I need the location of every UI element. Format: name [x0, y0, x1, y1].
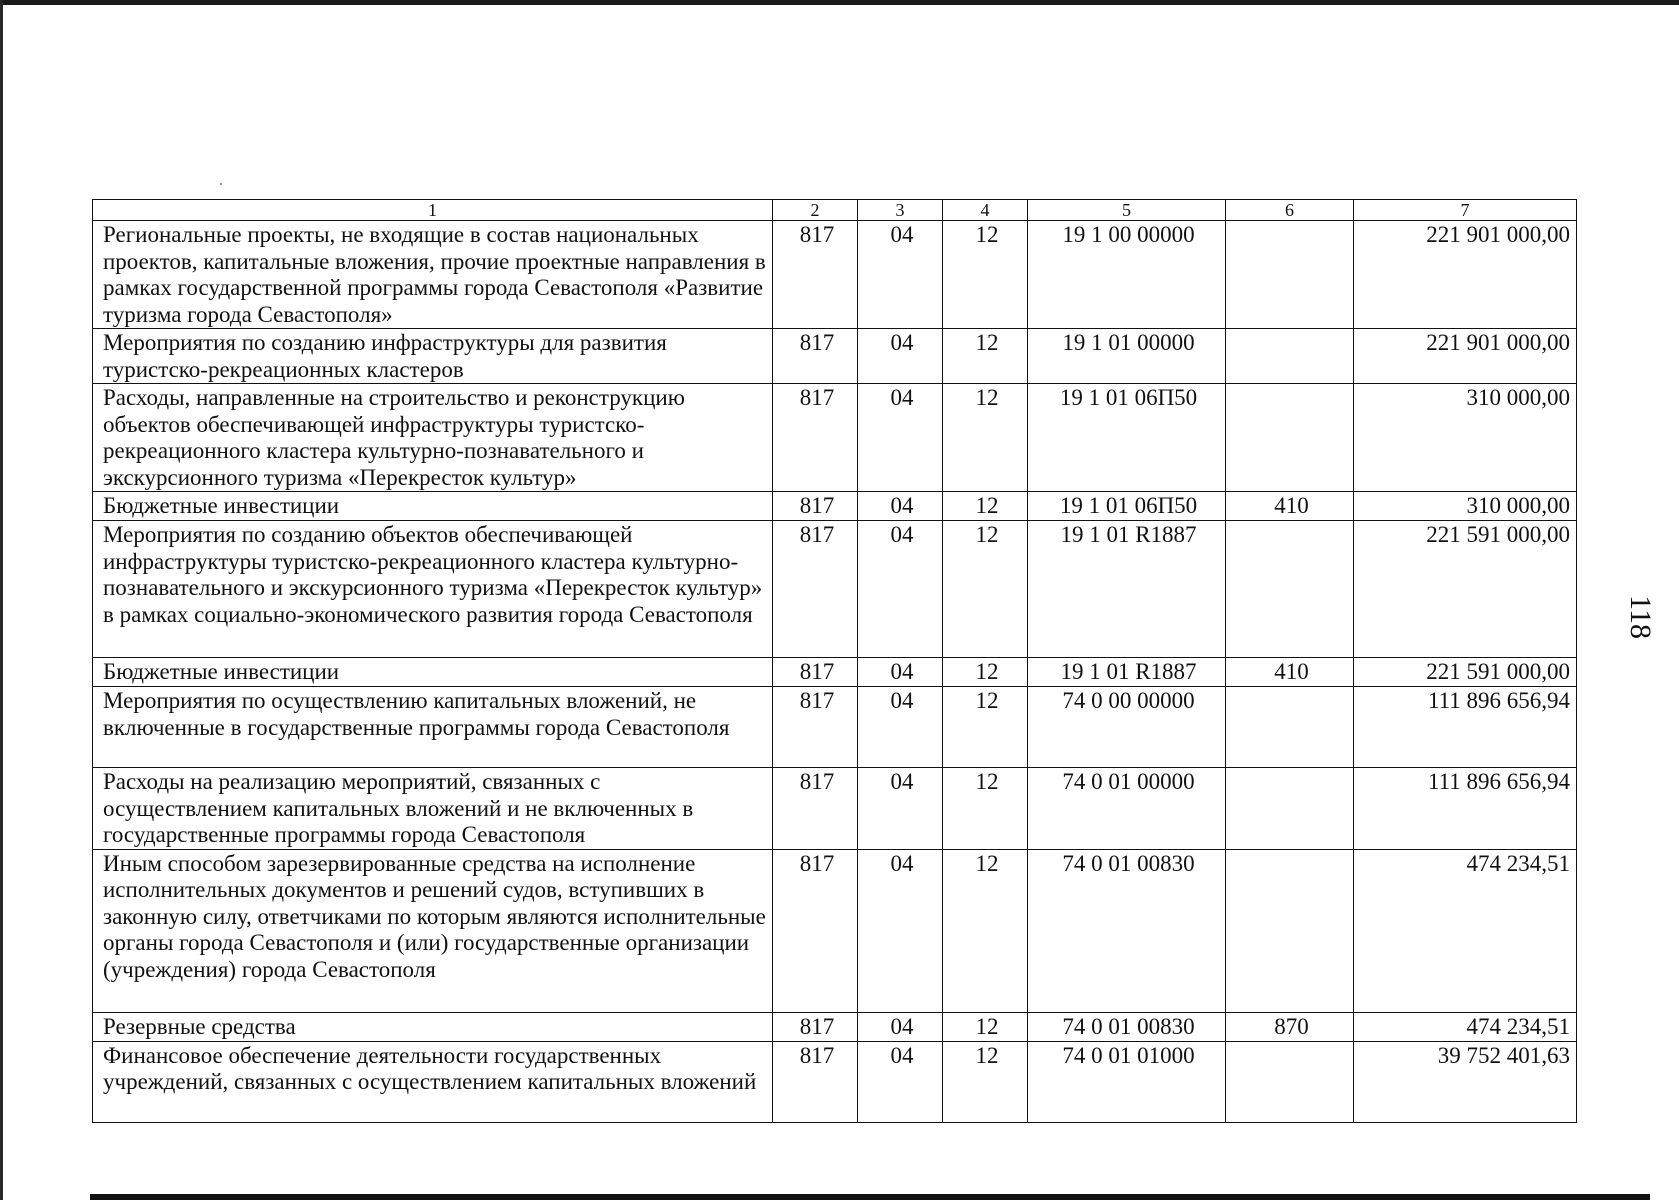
- table-row: [93, 521, 1577, 658]
- section-code: 04: [858, 849, 943, 1012]
- column-number: 4: [943, 200, 1028, 221]
- target-article-code: 19 1 00 00000: [1028, 221, 1226, 329]
- section-code: 04: [858, 1012, 943, 1041]
- expense-type-code: [1226, 521, 1354, 658]
- expense-type-code: [1226, 768, 1354, 850]
- table-row: [93, 384, 1577, 492]
- budget-table: [92, 199, 1577, 1123]
- target-article-code: 19 1 01 06П50: [1028, 384, 1226, 492]
- column-number: 6: [1226, 200, 1354, 221]
- table-row: [93, 687, 1577, 768]
- subsection-code: 12: [943, 1012, 1028, 1041]
- section-code: 04: [858, 687, 943, 768]
- table-row: [93, 221, 1577, 329]
- target-article-code: 19 1 01 06П50: [1028, 492, 1226, 521]
- subsection-code: 12: [943, 687, 1028, 768]
- column-number: 2: [773, 200, 858, 221]
- expense-name: Мероприятия по созданию инфраструктуры для развития туристско-рекреационных кластеров: [93, 329, 773, 384]
- column-number: 3: [858, 200, 943, 221]
- expense-name: Региональные проекты, не входящие в состав национальных проектов, капитальные вложения, прочие проектные направления в рамках государственной программы города Севастополя «Развитие туризма города Севастополя»: [93, 221, 773, 329]
- expense-name: Финансовое обеспечение деятельности государственных учреждений, связанных с осуществлением капитальных вложений: [93, 1041, 773, 1122]
- table-row: [93, 1012, 1577, 1041]
- section-code: 04: [858, 521, 943, 658]
- scan-border-top: [0, 0, 1679, 5]
- column-number: 5: [1028, 200, 1226, 221]
- table-row: [93, 849, 1577, 1012]
- ministry-code: 817: [773, 384, 858, 492]
- ministry-code: 817: [773, 687, 858, 768]
- target-article-code: 74 0 01 00000: [1028, 768, 1226, 850]
- scan-speck: [220, 183, 222, 185]
- target-article-code: 74 0 01 00830: [1028, 1012, 1226, 1041]
- column-number-row: [93, 200, 1577, 221]
- amount: 310 000,00: [1354, 492, 1577, 521]
- section-code: 04: [858, 768, 943, 850]
- section-code: 04: [858, 658, 943, 687]
- table-row: [93, 1041, 1577, 1122]
- table-row: [93, 329, 1577, 384]
- ministry-code: 817: [773, 1041, 858, 1122]
- amount: 474 234,51: [1354, 1012, 1577, 1041]
- expense-name: Мероприятия по осуществлению капитальных вложений, не включенные в государственные программы города Севастополя: [93, 687, 773, 768]
- subsection-code: 12: [943, 492, 1028, 521]
- target-article-code: 74 0 01 00830: [1028, 849, 1226, 1012]
- target-article-code: 74 0 01 01000: [1028, 1041, 1226, 1122]
- section-code: 04: [858, 1041, 943, 1122]
- subsection-code: 12: [943, 329, 1028, 384]
- amount: 111 896 656,94: [1354, 768, 1577, 850]
- target-article-code: 19 1 01 R1887: [1028, 521, 1226, 658]
- section-code: 04: [858, 329, 943, 384]
- scan-border-left: [0, 0, 3, 1200]
- amount: 221 591 000,00: [1354, 658, 1577, 687]
- expense-name: Мероприятия по созданию объектов обеспечивающей инфраструктуры туристско-рекреационного кластера культурно-познавательного и экскурсионного туризма «Перекресток культур» в рамках социально-экономического развития города Севастополя: [93, 521, 773, 658]
- subsection-code: 12: [943, 768, 1028, 850]
- expense-name: Расходы на реализацию мероприятий, связанных с осуществлением капитальных вложений и не включенных в государственные программы города Севастополя: [93, 768, 773, 850]
- section-code: 04: [858, 384, 943, 492]
- amount: 310 000,00: [1354, 384, 1577, 492]
- amount: 39 752 401,63: [1354, 1041, 1577, 1122]
- expense-type-code: [1226, 384, 1354, 492]
- subsection-code: 12: [943, 658, 1028, 687]
- ministry-code: 817: [773, 658, 858, 687]
- ministry-code: 817: [773, 768, 858, 850]
- amount: 221 901 000,00: [1354, 221, 1577, 329]
- ministry-code: 817: [773, 1012, 858, 1041]
- ministry-code: 817: [773, 492, 858, 521]
- ministry-code: 817: [773, 849, 858, 1012]
- ministry-code: 817: [773, 329, 858, 384]
- expense-type-code: [1226, 687, 1354, 768]
- page-number: 118: [1623, 595, 1657, 639]
- section-code: 04: [858, 221, 943, 329]
- column-number: 1: [93, 200, 773, 221]
- expense-type-code: [1226, 1041, 1354, 1122]
- table-row: [93, 658, 1577, 687]
- ministry-code: 817: [773, 521, 858, 658]
- amount: 111 896 656,94: [1354, 687, 1577, 768]
- expense-type-code: [1226, 849, 1354, 1012]
- expense-name: Бюджетные инвестиции: [93, 658, 773, 687]
- table-row: [93, 492, 1577, 521]
- scan-border-bottom: [90, 1194, 1650, 1200]
- expense-name: Расходы, направленные на строительство и реконструкцию объектов обеспечивающей инфраструктуры туристско-рекреационного кластера культурно-познавательного и экскурсионного туризма «Перекресток культур»: [93, 384, 773, 492]
- expense-type-code: 410: [1226, 492, 1354, 521]
- target-article-code: 19 1 01 00000: [1028, 329, 1226, 384]
- expense-type-code: 410: [1226, 658, 1354, 687]
- expense-type-code: [1226, 221, 1354, 329]
- column-number: 7: [1354, 200, 1577, 221]
- subsection-code: 12: [943, 384, 1028, 492]
- expense-name: Иным способом зарезервированные средства на исполнение исполнительных документов и решений судов, вступивших в законную силу, ответчиками по которым являются исполнительные органы города Севастополя и (или) государственные организации (учреждения) города Севастополя: [93, 849, 773, 1012]
- subsection-code: 12: [943, 221, 1028, 329]
- amount: 474 234,51: [1354, 849, 1577, 1012]
- expense-type-code: [1226, 329, 1354, 384]
- section-code: 04: [858, 492, 943, 521]
- amount: 221 901 000,00: [1354, 329, 1577, 384]
- table-row: [93, 768, 1577, 850]
- amount: 221 591 000,00: [1354, 521, 1577, 658]
- target-article-code: 74 0 00 00000: [1028, 687, 1226, 768]
- subsection-code: 12: [943, 521, 1028, 658]
- expense-name: Резервные средства: [93, 1012, 773, 1041]
- expense-type-code: 870: [1226, 1012, 1354, 1041]
- target-article-code: 19 1 01 R1887: [1028, 658, 1226, 687]
- expense-name: Бюджетные инвестиции: [93, 492, 773, 521]
- ministry-code: 817: [773, 221, 858, 329]
- subsection-code: 12: [943, 1041, 1028, 1122]
- subsection-code: 12: [943, 849, 1028, 1012]
